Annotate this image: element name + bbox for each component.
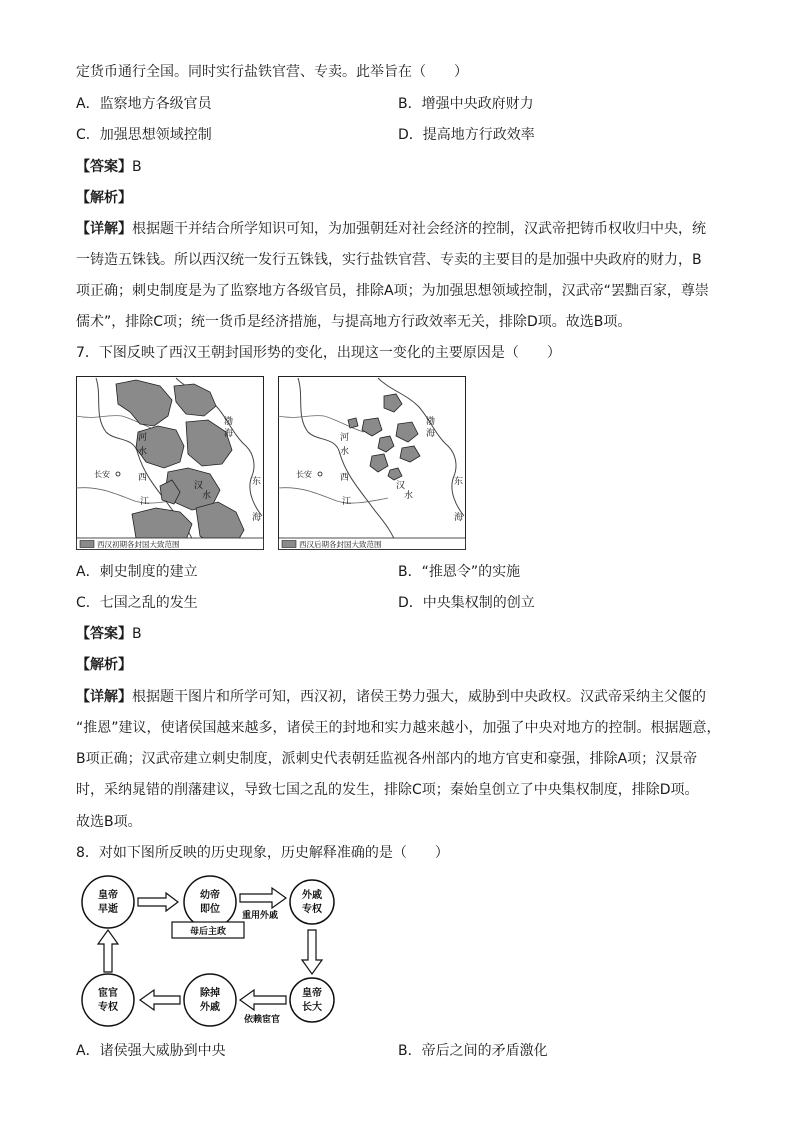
q7-detail-text: 根据题干图片和所学可知，西汉初，诸侯王势力强大，威胁到中央政权。汉武帝采纳主父偃的 (132, 689, 706, 705)
map1-label-jiang: 江 (140, 497, 150, 507)
q7-detail-line-4: 时，采纳晁错的削藩建议，导致七国之乱的发生，排除C项；秦始皇创立了中央集权制度，排除D项。 (76, 782, 699, 798)
map2-label-xi: 西 (340, 473, 350, 483)
flow-node-4-line-2: 长大 (302, 1002, 322, 1013)
flow-arrow-2 (240, 888, 286, 908)
map-early-han (76, 376, 264, 550)
map1-label-dong: 东 (252, 477, 262, 487)
q7-answer-tag: 【答案】 (76, 626, 132, 642)
flow-node-emperor-dies (82, 876, 134, 928)
q7-detail-line-1 (76, 687, 706, 707)
map2-label-hai2: 海 (454, 513, 464, 523)
q8-stem: 8．对如下图所反映的历史现象，历史解释准确的是（ ） (76, 845, 449, 861)
flow-node-young-emperor (184, 876, 236, 928)
q8-option-a: A．诸侯强大威胁到中央 (76, 1043, 226, 1059)
flow-node-remove-consort (184, 974, 236, 1026)
q7-option-a: A．刺史制度的建立 (76, 564, 198, 580)
flow-node-2-line-1: 幼帝 (200, 890, 220, 901)
q7-answer-value: B (132, 626, 142, 642)
flow-arrow-3 (302, 930, 322, 974)
map1-label-changan: 长安 (94, 470, 110, 479)
q7-detail-tag: 【详解】 (76, 689, 132, 705)
q7-detail-line-5: 故选B项。 (76, 814, 142, 830)
map2-label-jiang: 江 (342, 497, 352, 507)
flow-node-1-line-1: 皇帝 (98, 890, 118, 901)
map2-legend-swatch (282, 541, 296, 548)
q7-option-c: C．七国之乱的发生 (76, 595, 198, 611)
q7-answer (76, 624, 142, 644)
map1-label-bo: 渤 (224, 417, 234, 427)
flow-arrow-5 (140, 990, 180, 1010)
flow-node-emperor-grows (290, 978, 334, 1022)
flow-node-6-line-1: 宦官 (98, 988, 118, 999)
q7-option-b: B．“推恩令”的实施 (398, 564, 521, 580)
flow-label-rely: 依赖宦官 (244, 1015, 281, 1025)
q6-answer-value: B (132, 159, 142, 175)
flow-label-mother: 母后主政 (189, 927, 227, 937)
map2-label-changan: 长安 (296, 470, 312, 479)
flow-node-2-line-2: 即位 (200, 904, 220, 915)
q6-stem: 定货币通行全国。同时实行盐铁官营、专卖。此举旨在（ ） (76, 64, 468, 80)
q6-detail-line-2: 一铸造五铢钱。所以西汉统一发行五铢钱，实行盐铁官营、专卖的主要目的是加强中央政府的财力，B (76, 252, 702, 268)
map1-label-hai2: 海 (252, 513, 262, 523)
map1-label-hai: 海 (224, 429, 234, 439)
map2-label-hai: 海 (426, 429, 436, 439)
map1-legend-swatch (80, 541, 94, 548)
map2-caption: 西汉后期各封国大致范围 (299, 540, 382, 549)
q8-flow-diagram (76, 872, 336, 1032)
q6-option-d: D．提高地方行政效率 (398, 127, 535, 143)
map2-fief-8 (348, 418, 358, 428)
flow-node-6-line-2: 专权 (98, 1002, 118, 1013)
flow-node-1-line-2: 早逝 (98, 904, 118, 915)
map-late-han (278, 376, 466, 550)
flow-node-3-line-2: 专权 (302, 904, 322, 915)
q7-detail-line-2: “推恩”建议，使诸侯国越来越多，诸侯王的封地和实力越来越小，加强了中央对地方的控制。根据题意， (76, 720, 721, 736)
map1-caption: 西汉初期各封国大致范围 (97, 540, 180, 549)
q6-option-a: A．监察地方各级官员 (76, 96, 212, 112)
map1-label-han: 汉 (194, 481, 204, 491)
q6-analysis-tag: 【解析】 (76, 190, 132, 206)
flow-arrow-4 (240, 990, 286, 1010)
q8-option-b: B．帝后之间的矛盾激化 (398, 1043, 548, 1059)
map2-label-bo: 渤 (426, 417, 436, 427)
map1-label-xi: 西 (138, 473, 148, 483)
flow-arrow-1 (138, 893, 178, 911)
q6-option-c: C．加强思想领域控制 (76, 127, 212, 143)
map1-label-shui: 水 (138, 447, 148, 457)
flow-node-5-line-2: 外戚 (200, 1002, 220, 1013)
q7-option-d: D．中央集权制的创立 (398, 595, 535, 611)
map1-label-he: 河 (138, 433, 148, 443)
flow-node-eunuch-power (82, 974, 134, 1026)
map1-label-shui2: 水 (202, 491, 212, 501)
flow-node-4-line-1: 皇帝 (302, 988, 322, 999)
flow-node-consort-power (290, 880, 334, 924)
q7-detail-line-3: B项正确；汉武帝建立刺史制度，派刺史代表朝廷监视各州部内的地方官吏和豪强，排除A项；汉景帝 (76, 751, 698, 767)
map2-label-shui: 水 (340, 447, 350, 457)
q6-detail-line-1 (76, 219, 706, 239)
flow-label-reuse: 重用外戚 (242, 911, 279, 921)
map2-label-han: 汉 (396, 481, 406, 491)
q7-analysis-tag: 【解析】 (76, 657, 132, 673)
q6-option-b: B．增强中央政府财力 (398, 96, 534, 112)
q7-stem: 7．下图反映了西汉王朝封国形势的变化，出现这一变化的主要原因是（ ） (76, 345, 561, 361)
map2-label-dong: 东 (454, 477, 464, 487)
q6-answer (76, 157, 142, 177)
q6-detail-line-4: 儒术”，排除C项；统一货币是经济措施，与提高地方行政效率无关，排除D项。故选B项。 (76, 314, 632, 330)
flow-arrow-6 (98, 930, 118, 972)
q6-detail-tag: 【详解】 (76, 221, 132, 237)
map2-label-shui2: 水 (404, 491, 414, 501)
flow-node-3-line-1: 外戚 (302, 890, 322, 901)
map2-label-he: 河 (340, 433, 350, 443)
q6-detail-text: 根据题干并结合所学知识可知，为加强朝廷对社会经济的控制，汉武帝把铸币权收归中央，统 (132, 221, 706, 237)
flow-node-5-line-1: 除掉 (200, 988, 220, 999)
q6-detail-line-3: 项正确；刺史制度是为了监察地方各级官员，排除A项；为加强思想领域控制，汉武帝“罢黜百家，尊崇 (76, 283, 709, 299)
q6-answer-tag: 【答案】 (76, 159, 132, 175)
